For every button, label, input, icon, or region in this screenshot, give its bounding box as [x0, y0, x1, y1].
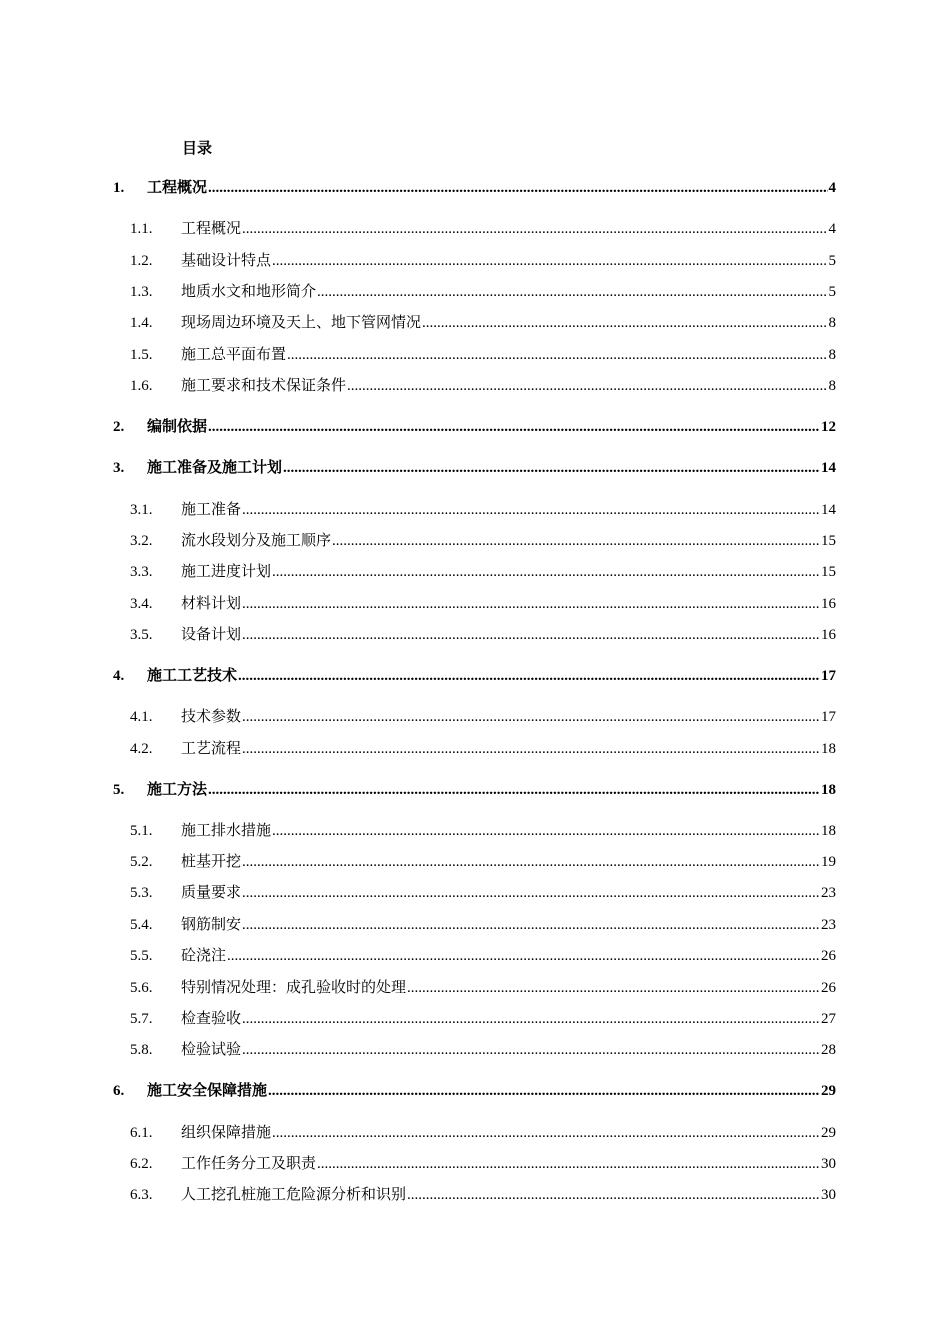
toc-entry-title: 砼浇注	[181, 948, 227, 964]
toc-entry-section[interactable]	[130, 946, 836, 966]
toc-entry-number: 5.	[113, 782, 125, 798]
toc-leader-dots	[272, 821, 820, 841]
toc-entry-page-number: 8	[828, 347, 836, 363]
toc-leader-dots	[283, 458, 820, 478]
toc-entry-section[interactable]	[130, 852, 836, 872]
toc-entry-number: 3.5.	[130, 627, 153, 643]
toc-entry-number: 4.	[113, 668, 125, 684]
toc-leader-dots	[332, 531, 820, 551]
toc-entry-number: 6.	[113, 1083, 125, 1099]
toc-entry-page-number: 29	[821, 1083, 836, 1099]
toc-heading: 目录	[182, 141, 213, 157]
toc-entry-chapter[interactable]	[113, 178, 836, 198]
toc-leader-dots	[317, 1154, 820, 1174]
toc-leader-dots	[242, 1009, 820, 1029]
toc-entry-page-number: 23	[821, 917, 836, 933]
toc-entry-title: 技术参数	[181, 709, 242, 725]
toc-leader-dots	[238, 666, 820, 686]
toc-entry-title: 工作任务分工及职责	[181, 1156, 317, 1172]
toc-entry-number: 1.1.	[130, 221, 153, 237]
toc-entry-section[interactable]	[130, 915, 836, 935]
toc-entry-chapter[interactable]	[113, 780, 836, 800]
toc-entry-number: 3.3.	[130, 564, 153, 580]
toc-entry-page-number: 18	[821, 823, 836, 839]
toc-entry-section[interactable]	[130, 282, 836, 302]
toc-leader-dots	[242, 915, 820, 935]
toc-leader-dots	[272, 251, 827, 271]
toc-entry-number: 5.5.	[130, 948, 153, 964]
toc-entry-section[interactable]	[130, 251, 836, 271]
toc-leader-dots	[242, 500, 820, 520]
toc-entry-number: 1.6.	[130, 378, 153, 394]
toc-entry-title: 人工挖孔桩施工危险源分析和识别	[181, 1187, 407, 1203]
toc-entry-page-number: 4	[828, 221, 836, 237]
toc-entry-chapter[interactable]	[113, 458, 836, 478]
toc-entry-page-number: 17	[821, 668, 836, 684]
toc-entry-page-number: 14	[821, 502, 836, 518]
toc-leader-dots	[242, 883, 820, 903]
toc-leader-dots	[242, 594, 820, 614]
toc-entry-title: 工艺流程	[181, 741, 242, 757]
toc-entry-title: 桩基开挖	[181, 854, 242, 870]
toc-entry-title: 组织保障措施	[181, 1125, 272, 1141]
toc-entry-page-number: 30	[821, 1187, 836, 1203]
toc-entry-page-number: 5	[828, 253, 836, 269]
toc-leader-dots	[272, 1123, 820, 1143]
toc-entry-title: 现场周边环境及天上、地下管网情况	[181, 315, 422, 331]
toc-entry-title: 特别情况处理：成孔验收时的处理	[181, 980, 407, 996]
toc-leader-dots	[208, 417, 820, 437]
toc-entry-number: 6.3.	[130, 1187, 153, 1203]
toc-entry-number: 4.1.	[130, 709, 153, 725]
toc-entry-section[interactable]	[130, 625, 836, 645]
toc-entry-title: 质量要求	[181, 885, 242, 901]
toc-entry-number: 6.2.	[130, 1156, 153, 1172]
toc-entry-section[interactable]	[130, 345, 836, 365]
toc-entry-title: 施工要求和技术保证条件	[181, 378, 347, 394]
toc-entry-title: 地质水文和地形简介	[181, 284, 317, 300]
toc-entry-section[interactable]	[130, 707, 836, 727]
toc-entry-title: 材料计划	[181, 596, 242, 612]
toc-entry-section[interactable]	[130, 978, 836, 998]
toc-entry-page-number: 8	[828, 378, 836, 394]
toc-entry-number: 4.2.	[130, 741, 153, 757]
toc-entry-number: 5.2.	[130, 854, 153, 870]
toc-entry-section[interactable]	[130, 1009, 836, 1029]
toc-entry-number: 5.7.	[130, 1011, 153, 1027]
toc-entry-page-number: 28	[821, 1042, 836, 1058]
toc-entry-page-number: 12	[821, 419, 836, 435]
toc-entry-section[interactable]	[130, 1040, 836, 1060]
toc-entry-title: 施工总平面布置	[181, 347, 287, 363]
toc-entry-title: 钢筋制安	[181, 917, 242, 933]
toc-leader-dots	[227, 946, 820, 966]
toc-entry-page-number: 29	[821, 1125, 836, 1141]
toc-leader-dots	[242, 219, 827, 239]
toc-entry-page-number: 14	[821, 460, 836, 476]
toc-entry-section[interactable]	[130, 1185, 836, 1205]
toc-leader-dots	[242, 707, 820, 727]
toc-entry-title: 基础设计特点	[181, 253, 272, 269]
toc-entry-section[interactable]	[130, 1123, 836, 1143]
toc-entry-section[interactable]	[130, 313, 836, 333]
toc-entry-number: 5.3.	[130, 885, 153, 901]
toc-entry-title: 施工安全保障措施	[147, 1083, 268, 1099]
toc-entry-number: 5.6.	[130, 980, 153, 996]
toc-entry-title: 工程概况	[181, 221, 242, 237]
toc-leader-dots	[317, 282, 827, 302]
toc-entry-page-number: 18	[821, 741, 836, 757]
toc-entry-number: 2.	[113, 419, 125, 435]
toc-entry-page-number: 16	[821, 627, 836, 643]
toc-entry-page-number: 16	[821, 596, 836, 612]
toc-entry-number: 5.4.	[130, 917, 153, 933]
toc-entry-section[interactable]	[130, 1154, 836, 1174]
toc-leader-dots	[407, 1185, 820, 1205]
toc-entry-title: 施工进度计划	[181, 564, 272, 580]
toc-entry-section[interactable]	[130, 500, 836, 520]
toc-entry-number: 3.1.	[130, 502, 153, 518]
toc-entry-section[interactable]	[130, 821, 836, 841]
toc-leader-dots	[407, 978, 820, 998]
toc-entry-page-number: 30	[821, 1156, 836, 1172]
toc-entry-section[interactable]	[130, 219, 836, 239]
toc-entry-page-number: 5	[828, 284, 836, 300]
toc-entry-number: 1.2.	[130, 253, 153, 269]
toc-entry-section[interactable]	[130, 531, 836, 551]
toc-leader-dots	[272, 562, 820, 582]
toc-entry-page-number: 4	[828, 180, 836, 196]
toc-entry-page-number: 15	[821, 564, 836, 580]
toc-entry-title: 施工排水措施	[181, 823, 272, 839]
toc-leader-dots	[242, 852, 820, 872]
toc-entry-title: 施工准备及施工计划	[147, 460, 283, 476]
toc-leader-dots	[268, 1081, 820, 1101]
toc-entry-chapter[interactable]	[113, 666, 836, 686]
toc-entry-number: 3.4.	[130, 596, 153, 612]
toc-entry-title: 施工工艺技术	[147, 668, 238, 684]
toc-entry-section[interactable]	[130, 376, 836, 396]
toc-entry-number: 5.8.	[130, 1042, 153, 1058]
toc-entry-number: 3.	[113, 460, 125, 476]
toc-entry-title: 工程概况	[147, 180, 208, 196]
toc-entry-chapter[interactable]	[113, 417, 836, 437]
toc-leader-dots	[242, 739, 820, 759]
toc-entry-title: 施工准备	[181, 502, 242, 518]
toc-entry-section[interactable]	[130, 739, 836, 759]
toc-entry-number: 1.4.	[130, 315, 153, 331]
toc-entry-page-number: 8	[828, 315, 836, 331]
toc-entry-number: 3.2.	[130, 533, 153, 549]
toc-leader-dots	[287, 345, 827, 365]
toc-entry-number: 1.	[113, 180, 125, 196]
toc-entry-title: 编制依据	[147, 419, 208, 435]
toc-entry-page-number: 27	[821, 1011, 836, 1027]
toc-leader-dots	[208, 780, 820, 800]
toc-entry-page-number: 26	[821, 948, 836, 964]
toc-entry-title: 检验试验	[181, 1042, 242, 1058]
toc-entry-page-number: 15	[821, 533, 836, 549]
toc-entry-title: 检查验收	[181, 1011, 242, 1027]
toc-entry-page-number: 18	[821, 782, 836, 798]
toc-entry-page-number: 26	[821, 980, 836, 996]
toc-leader-dots	[422, 313, 827, 333]
toc-entry-title: 施工方法	[147, 782, 208, 798]
toc-entry-number: 5.1.	[130, 823, 153, 839]
toc-entry-number: 1.3.	[130, 284, 153, 300]
toc-entry-title: 流水段划分及施工顺序	[181, 533, 332, 549]
toc-entry-number: 6.1.	[130, 1125, 153, 1141]
toc-leader-dots	[208, 178, 827, 198]
toc-entry-page-number: 23	[821, 885, 836, 901]
toc-entry-chapter[interactable]	[113, 1081, 836, 1101]
toc-entry-section[interactable]	[130, 562, 836, 582]
toc-leader-dots	[242, 625, 820, 645]
toc-entry-section[interactable]	[130, 594, 836, 614]
toc-entry-title: 设备计划	[181, 627, 242, 643]
toc-leader-dots	[242, 1040, 820, 1060]
toc-leader-dots	[347, 376, 827, 396]
toc-entry-number: 1.5.	[130, 347, 153, 363]
toc-entry-page-number: 19	[821, 854, 836, 870]
toc-entry-page-number: 17	[821, 709, 836, 725]
toc-entry-section[interactable]	[130, 883, 836, 903]
